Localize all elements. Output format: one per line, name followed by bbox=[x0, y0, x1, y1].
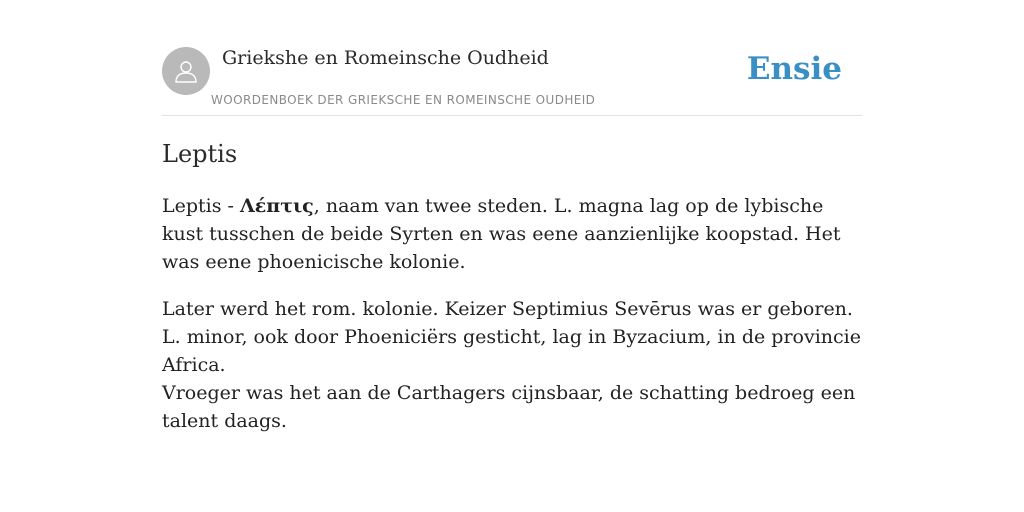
avatar[interactable] bbox=[162, 47, 210, 95]
entry-paragraph-3: Vroeger was het aan de Carthagers cijnsbaar, de schatting bedroeg een talent daags. bbox=[162, 382, 856, 432]
user-silhouette-icon bbox=[172, 57, 200, 85]
author-link[interactable]: Griekshe en Romeinsche Oudheid bbox=[222, 47, 549, 69]
header bbox=[162, 0, 862, 116]
dictionary-subtitle[interactable]: WOORDENBOEK DER GRIEKSCHE EN ROMEINSCHE OUDHEID bbox=[211, 93, 596, 107]
entry-title: Leptis bbox=[162, 140, 238, 168]
entry-paragraph-1 bbox=[162, 192, 862, 276]
ensie-logo[interactable]: Ensie bbox=[746, 51, 842, 87]
greek-term: Λέπτις bbox=[240, 195, 314, 217]
entry-paragraph-2: Later werd het rom. kolonie. Keizer Septimius Sevērus was er geboren. L. minor, ook door Phoeniciërs gesticht, lag in Byzacium, in de provincie Africa. bbox=[162, 298, 861, 376]
page-container bbox=[162, 0, 862, 432]
paragraph-text: , naam van twee steden. L. magna lag op de lybische kust tusschen de beide Syrten en was eene aanzienlijke koopstad. Het was eene phoenicische kolonie. bbox=[162, 195, 841, 273]
paragraph-lead: Leptis - bbox=[162, 195, 240, 217]
